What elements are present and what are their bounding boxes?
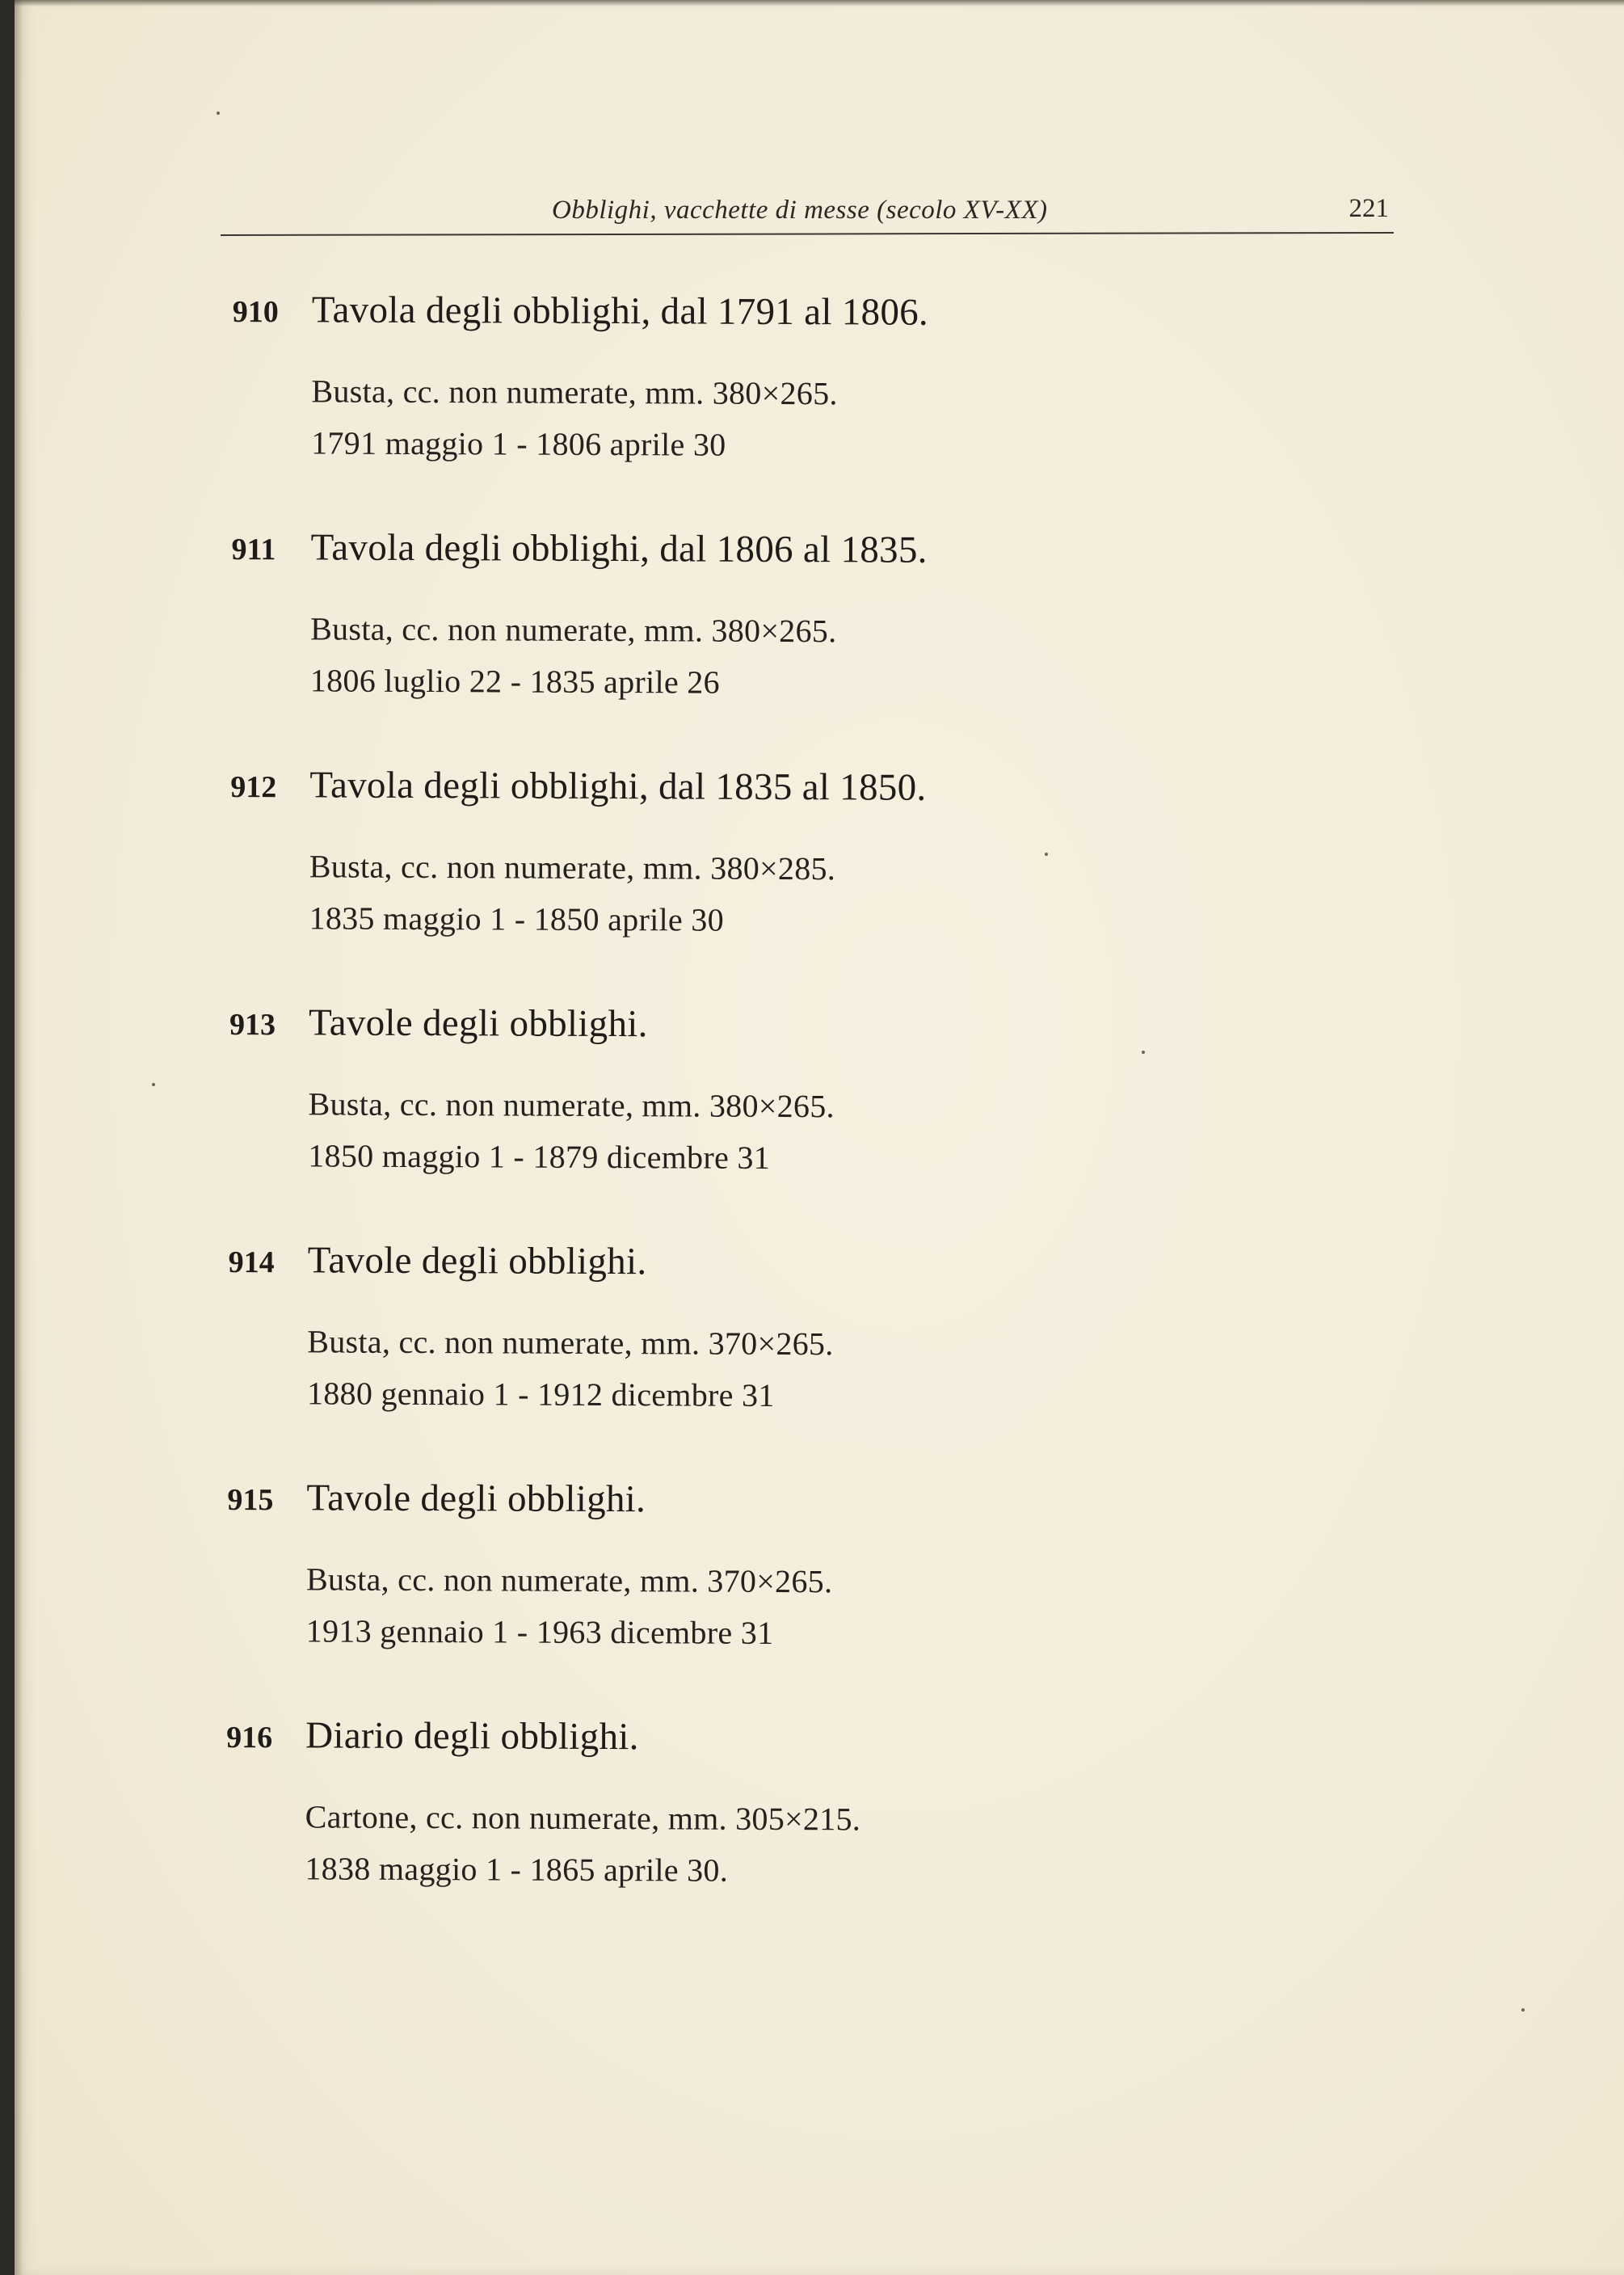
entry	[229, 996, 1361, 1238]
paper-speck	[217, 112, 220, 115]
entry-number: 915	[227, 1482, 274, 1518]
entry-dates: 1850 maggio 1 - 1879 dicembre 31	[308, 1137, 771, 1176]
entry-number: 911	[231, 532, 276, 567]
entry-title: Tavole degli obblighi.	[307, 1239, 647, 1283]
entry	[229, 758, 1361, 1001]
entry-description: Busta, cc. non numerate, mm. 380×265.	[308, 1085, 835, 1125]
running-head	[221, 187, 1392, 233]
entry-description: Busta, cc. non numerate, mm. 380×265.	[311, 373, 838, 412]
entry-dates: 1838 maggio 1 - 1865 aprile 30.	[305, 1850, 729, 1889]
book-page	[15, 0, 1624, 2275]
entry-list	[225, 283, 1364, 1951]
paper-speck	[1045, 853, 1048, 856]
page-number: 221	[1348, 194, 1389, 223]
entry-title: Tavola degli obblighi, dal 1791 al 1806.	[311, 289, 929, 334]
entry-title: Tavola degli obblighi, dal 1835 al 1850.	[309, 764, 927, 809]
entry-number: 912	[230, 769, 277, 805]
entry-title: Tavole degli obblighi.	[308, 1001, 648, 1046]
entry-dates: 1806 luglio 22 - 1835 aprile 26	[309, 662, 720, 701]
running-title: Obblighi, vacchette di messe (secolo XV-XX)	[552, 196, 1048, 225]
entry-description: Busta, cc. non numerate, mm. 370×265.	[307, 1323, 834, 1363]
entry	[226, 1471, 1358, 1713]
paper-speck	[1142, 1051, 1145, 1054]
entry-dates: 1791 maggio 1 - 1806 aprile 30	[311, 424, 726, 463]
entry	[230, 520, 1362, 763]
entry-title: Tavole degli obblighi.	[306, 1477, 646, 1521]
entry-dates: 1913 gennaio 1 - 1963 dicembre 31	[305, 1612, 774, 1651]
entry	[225, 1708, 1357, 1951]
entry-description: Cartone, cc. non numerate, mm. 305×215.	[305, 1798, 861, 1838]
entry-dates: 1880 gennaio 1 - 1912 dicembre 31	[306, 1375, 775, 1413]
entry-number: 916	[226, 1720, 273, 1755]
entry	[232, 283, 1364, 525]
entry-number: 910	[232, 294, 279, 330]
entry	[228, 1233, 1360, 1476]
entry-title: Tavola degli obblighi, dal 1806 al 1835.	[310, 526, 928, 571]
entry-number: 913	[229, 1007, 276, 1043]
entry-description: Busta, cc. non numerate, mm. 370×265.	[305, 1561, 833, 1600]
entry-description: Busta, cc. non numerate, mm. 380×265.	[310, 610, 837, 650]
entry-description: Busta, cc. non numerate, mm. 380×285.	[309, 848, 836, 887]
entry-number: 914	[228, 1245, 275, 1280]
paper-speck	[152, 1083, 155, 1086]
entry-title: Diario degli obblighi.	[305, 1714, 639, 1759]
paper-speck	[1521, 2008, 1525, 2012]
entry-dates: 1835 maggio 1 - 1850 aprile 30	[309, 899, 725, 938]
